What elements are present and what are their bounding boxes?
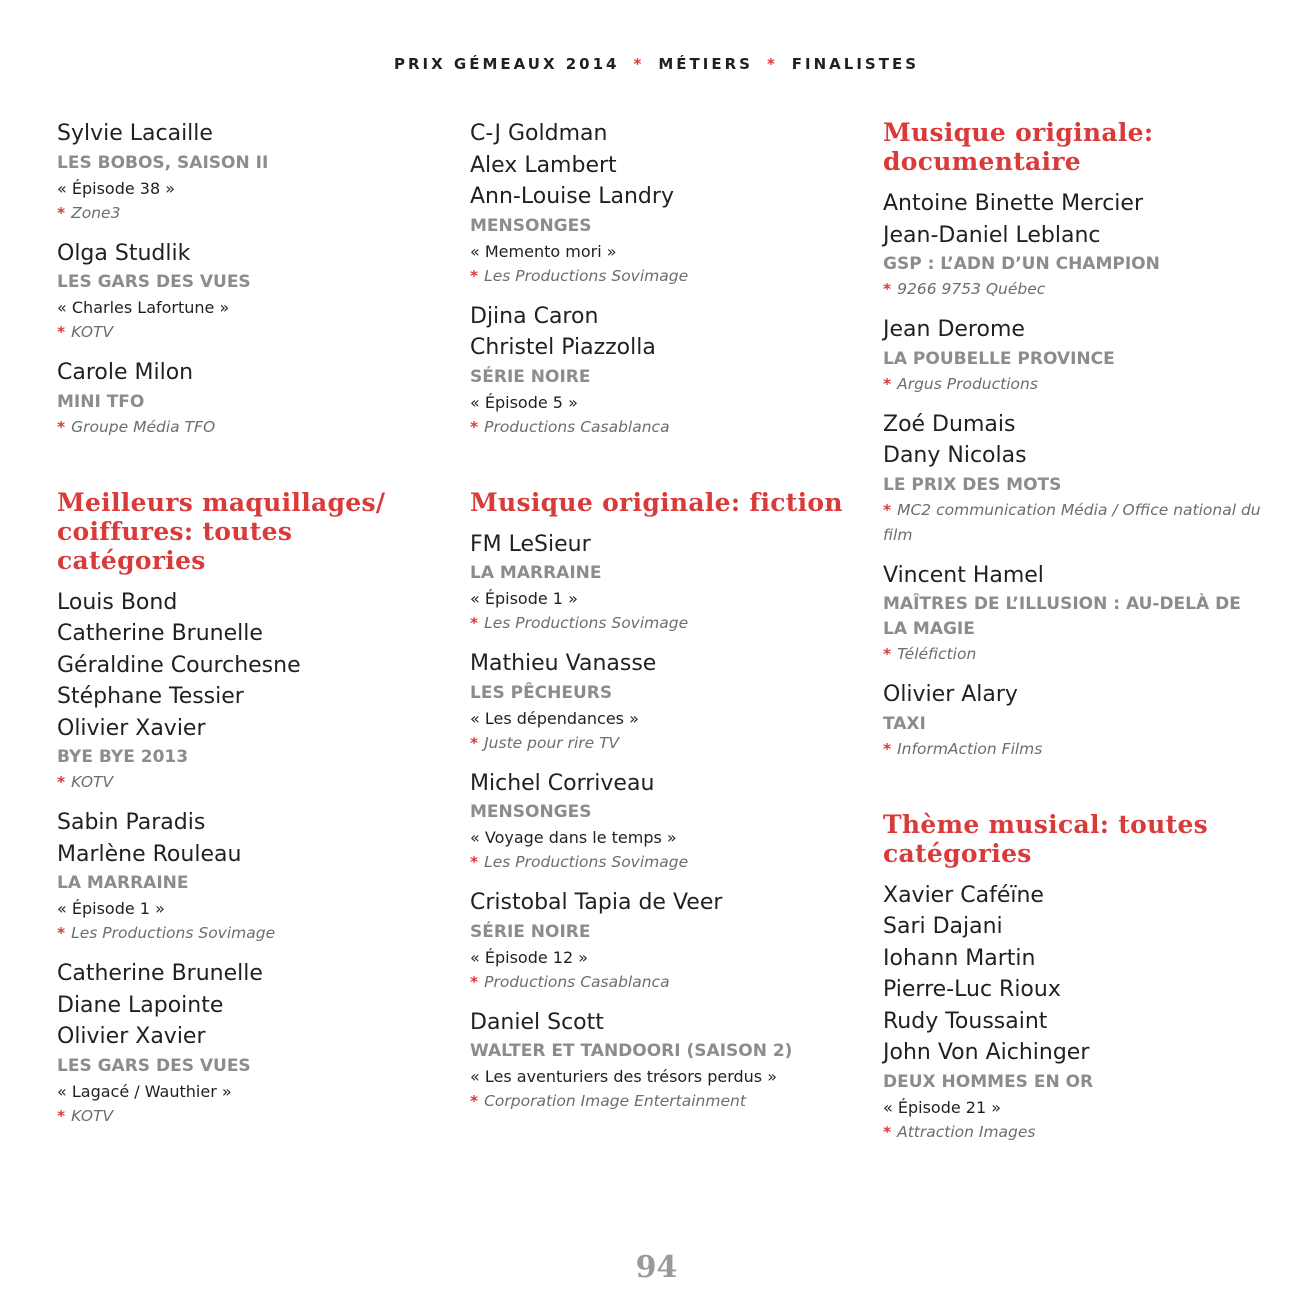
producer-line: [57, 770, 417, 795]
asterisk-icon: *: [57, 1106, 66, 1125]
nominee-name: Daniel Scott: [470, 1009, 604, 1035]
producer-line: [883, 1120, 1263, 1145]
nominee-entry: [883, 188, 1263, 302]
producer-name: KOTV: [71, 773, 114, 791]
nominee-name: Catherine Brunelle: [57, 621, 263, 646]
nominee-entry: [470, 648, 850, 756]
nominee-name: Olga Studlik: [57, 240, 191, 266]
producer-name: 9266 9753 Québec: [897, 280, 1046, 298]
show-title: MENSONGES: [470, 802, 592, 822]
producer-name: Les Productions Sovimage: [71, 924, 276, 942]
producer-name: Les Productions Sovimage: [484, 614, 689, 632]
nominee-name: Louis Bond: [57, 589, 178, 615]
nominee-name: C-J Goldman: [470, 121, 608, 146]
category-heading: Thème musical: toutes catégories: [883, 809, 1209, 868]
show-title: DEUX HOMMES EN OR: [883, 1071, 1094, 1092]
producer-name: Groupe Média TFO: [71, 417, 216, 436]
asterisk-icon: *: [57, 323, 66, 341]
nominee-name: Antoine Binette Mercier: [883, 191, 1143, 216]
producer-line: [883, 737, 1263, 762]
asterisk-icon: *: [883, 374, 892, 393]
show-title: MINI TFO: [57, 391, 145, 412]
producer-line: [470, 1089, 850, 1114]
column-3: [883, 118, 1263, 1157]
producer-name: Attraction Images: [897, 1122, 1036, 1141]
episode-title: « Épisode 38 »: [57, 178, 176, 198]
producer-line: [57, 415, 417, 440]
producer-name: Zone3: [71, 203, 121, 222]
producer-name: Argus Productions: [897, 374, 1038, 393]
producer-name: MC2 communication Média / Office national du film: [883, 500, 1261, 544]
episode-title: « Les aventuriers des trésors perdus »: [470, 1067, 778, 1086]
show-title: GSP : L’ADN D’UN CHAMPION: [883, 254, 1160, 274]
producer-line: [57, 201, 417, 226]
show-title: SÉRIE NOIRE: [470, 921, 591, 942]
producer-line: [57, 1104, 417, 1129]
asterisk-icon: *: [470, 853, 479, 871]
nominee-name: Rudy Toussaint: [883, 1008, 1048, 1034]
producer-name: Les Productions Sovimage: [484, 266, 689, 285]
producer-line: [57, 320, 417, 345]
episode-title: « Épisode 1 »: [57, 899, 165, 918]
show-title: WALTER ET TANDOORI (SAISON 2): [470, 1041, 793, 1061]
nominee-name: Iohann Martin: [883, 945, 1036, 971]
nominee-name: Catherine Brunelle: [57, 961, 263, 986]
asterisk-icon: *: [57, 417, 66, 436]
show-title: LES BOBOS, SAISON II: [57, 152, 269, 173]
category-heading: Musique originale: documentaire: [883, 118, 1154, 176]
show-title: LA MARRAINE: [470, 563, 602, 583]
producer-name: KOTV: [71, 1106, 114, 1125]
asterisk-icon: *: [470, 1092, 479, 1110]
asterisk-icon: *: [883, 500, 892, 519]
asterisk-icon: *: [766, 55, 778, 73]
nominee-entry: [57, 807, 417, 946]
show-title: TAXI: [883, 713, 926, 734]
nominee-entry: [470, 118, 850, 289]
producer-line: [883, 277, 1263, 302]
nominee-name: Djina Caron: [470, 303, 599, 329]
producer-name: InformAction Films: [897, 739, 1043, 758]
nominee-name: Cristobal Tapia de Veer: [470, 890, 723, 915]
producer-line: [470, 731, 850, 756]
nominee-name: Xavier Caféïne: [883, 882, 1044, 908]
episode-title: « Lagacé / Wauthier »: [57, 1081, 232, 1101]
nominee-name: Sari Dajani: [883, 914, 1003, 939]
nominee-entry: [57, 238, 417, 346]
episode-title: « Épisode 21 »: [883, 1097, 1002, 1117]
nominee-entry: [470, 1007, 850, 1115]
show-title: LES GARS DES VUES: [57, 1055, 251, 1076]
nominee-entry: [883, 409, 1263, 548]
nominee-name: Sabin Paradis: [57, 810, 206, 835]
header-section: MÉTIERS: [658, 55, 753, 73]
nominee-name: Christel Piazzolla: [470, 335, 656, 360]
show-title: BYE BYE 2013: [57, 747, 189, 767]
show-title: MENSONGES: [470, 215, 592, 236]
producer-line: [883, 498, 1263, 548]
nominee-entry: [470, 301, 850, 440]
nominee-entry: [883, 560, 1263, 668]
producer-line: [470, 970, 850, 995]
show-title: LES PÊCHEURS: [470, 682, 613, 703]
nominee-name: Carole Milon: [57, 360, 194, 385]
show-title: MAÎTRES DE L’ILLUSION : AU-DELÀ DE LA MAGIE: [883, 594, 1241, 639]
nominee-name: Alex Lambert: [470, 152, 617, 178]
episode-title: « Memento mori »: [470, 241, 617, 261]
nominee-name: John Von Aichinger: [883, 1040, 1090, 1065]
show-title: LA POUBELLE PROVINCE: [883, 348, 1115, 369]
nominee-name: Mathieu Vanasse: [470, 651, 657, 676]
nominee-entry: [57, 958, 417, 1129]
asterisk-icon: *: [470, 417, 479, 436]
nominee-name: Géraldine Courchesne: [57, 652, 301, 678]
nominee-name: Dany Nicolas: [883, 443, 1027, 468]
episode-title: « Épisode 5 »: [470, 392, 578, 412]
nominee-name: Ann-Louise Landry: [470, 184, 674, 209]
header-subsection: FINALISTES: [791, 55, 920, 73]
asterisk-icon: *: [470, 733, 479, 752]
nominee-name: Olivier Xavier: [57, 715, 206, 741]
producer-line: [57, 921, 417, 946]
nominee-entry: [883, 880, 1263, 1145]
asterisk-icon: *: [470, 614, 479, 632]
nominee-entry: [883, 314, 1263, 397]
producer-line: [470, 611, 850, 636]
producer-name: Les Productions Sovimage: [484, 853, 689, 871]
episode-title: « Épisode 12 »: [470, 947, 589, 967]
nominee-entry: [57, 587, 417, 796]
show-title: LES GARS DES VUES: [57, 272, 251, 292]
producer-name: Juste pour rire TV: [484, 733, 620, 752]
nominee-name: Diane Lapointe: [57, 992, 224, 1018]
producer-line: [883, 642, 1263, 667]
nominee-name: Sylvie Lacaille: [57, 121, 213, 146]
producer-name: Productions Casablanca: [484, 972, 670, 991]
producer-name: Téléfiction: [897, 645, 977, 663]
nominee-name: Zoé Dumais: [883, 411, 1016, 437]
nominee-name: Olivier Alary: [883, 682, 1018, 707]
asterisk-icon: *: [883, 1122, 892, 1141]
nominee-entry: [470, 768, 850, 876]
nominee-entry: [57, 118, 417, 226]
column-1: [57, 118, 417, 1141]
producer-name: Corporation Image Entertainment: [484, 1092, 746, 1110]
asterisk-icon: *: [883, 739, 892, 758]
nominee-entry: [470, 887, 850, 995]
nominee-entry: [883, 679, 1263, 762]
nominee-name: Vincent Hamel: [883, 562, 1044, 588]
nominee-name: Olivier Xavier: [57, 1024, 206, 1049]
nominee-entry: [57, 357, 417, 440]
producer-line: [883, 372, 1263, 397]
nominee-name: Stéphane Tessier: [57, 684, 244, 709]
episode-title: « Les dépendances »: [470, 708, 639, 728]
header-title: PRIX GÉMEAUX 2014: [393, 55, 620, 73]
asterisk-icon: *: [57, 203, 66, 222]
producer-line: [470, 850, 850, 875]
producer-line: [470, 415, 850, 440]
nominee-name: Marlène Rouleau: [57, 841, 242, 867]
episode-title: « Charles Lafortune »: [57, 298, 230, 317]
show-title: LE PRIX DES MOTS: [883, 474, 1062, 495]
page-number: 94: [635, 1250, 678, 1285]
show-title: SÉRIE NOIRE: [470, 366, 591, 387]
asterisk-icon: *: [883, 280, 892, 298]
asterisk-icon: *: [57, 773, 66, 791]
asterisk-icon: *: [470, 266, 479, 285]
asterisk-icon: *: [470, 972, 479, 991]
asterisk-icon: *: [633, 55, 645, 73]
column-2: [470, 118, 850, 1126]
episode-title: « Voyage dans le temps »: [470, 828, 677, 847]
nominee-name: FM LeSieur: [470, 531, 591, 557]
nominee-name: Jean-Daniel Leblanc: [883, 222, 1101, 248]
nominee-name: Michel Corriveau: [470, 770, 655, 796]
producer-name: KOTV: [71, 323, 114, 341]
nominee-entry: [470, 529, 850, 637]
asterisk-icon: *: [57, 924, 66, 942]
episode-title: « Épisode 1 »: [470, 589, 578, 608]
nominee-name: Pierre-Luc Rioux: [883, 977, 1061, 1002]
producer-line: [470, 264, 850, 289]
producer-name: Productions Casablanca: [484, 417, 670, 436]
category-heading: Meilleurs maquillages/ coiffures: toutes catégories: [57, 487, 386, 575]
asterisk-icon: *: [883, 645, 892, 663]
nominee-name: Jean Derome: [883, 317, 1025, 342]
category-heading: Musique originale: fiction: [470, 487, 843, 517]
show-title: LA MARRAINE: [57, 873, 189, 893]
page-header: [0, 55, 1313, 73]
